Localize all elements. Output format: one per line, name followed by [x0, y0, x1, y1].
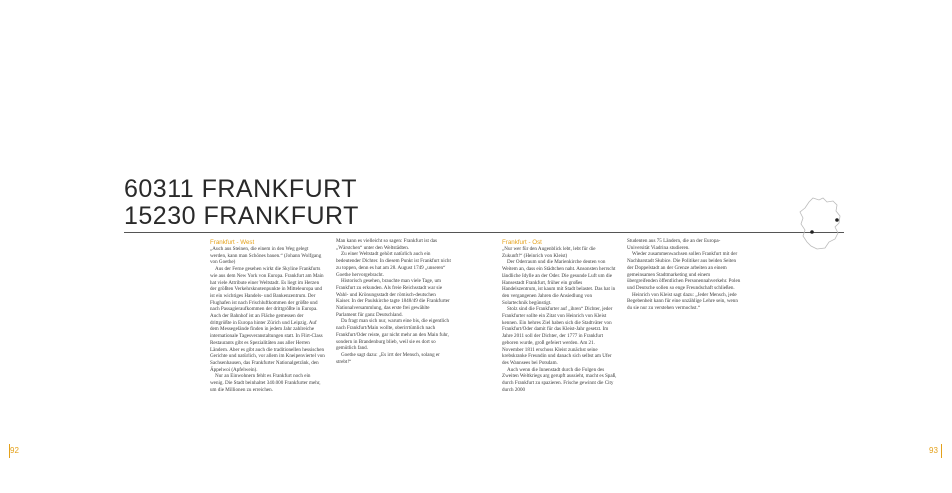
page-number-right: 93	[929, 446, 938, 455]
paragraph: Aus der Ferne gesehen wirkt die Skyline Frankfurts wie aus dem New York von Europa. Frankfurt am Main hat viele Attribute einer Weltstadt. Es liegt im Herzen der größten Verkehrsknotenpunkte in Mitteleuropa und ist ein wichtiges Handels- und Bankenzentrum. Der Flughafen ist nach Frischluftkommen der größte und nach Passagieraufkommen der drittgrößte in Europa. Auch der Bahnhof ist an Fläche gemessen der drittgrößte in Europa hinter Zürich und Leipzig. Auf dem Messegelände finden in jedem Jahr zahlreiche internationale Tagesveranstaltungen statt. In Flirt-Class Restaurants gibt es Spezialitäten aus aller Herren Ländern. Aber es gibt auch die traditionellen hessischen Gerichte und natürlich, vor allem im Kneipenviertel von Sachsenhausen, das Frankfurter Nationalgetränk, den Äppelwoi (Apfelwein).	[210, 266, 325, 373]
column-east-2	[627, 238, 742, 312]
paragraph: Historisch gesehen, brauchte man viele Tage, um Frankfurt zu erkunden. Als freie Reichsstadt war sie Wahl- und Krönungsstadt der römisch-deutschen Kaiser. In der Paulskirche tagte 1848/49 die Frankfurter Nationalversammlung, das erste frei gewählte Parlament für ganz Deutschland.	[336, 278, 450, 318]
section-heading-west: Frankfurt - West	[210, 239, 255, 246]
paragraph: Heinrich von Kleist sagt dazu: „Jeder Mensch, jede Begebenheit kann für eine unzählige Lehre sein, wenn du sie nur zu verstehen vermochst.“	[627, 291, 738, 312]
paragraph: Stolz sind die Frankfurter auf „ihren“ Dichter, jeder Frankfurter sollte ein Zitat von Heinrich von Kleist kennen. Ein hehres Ziel haben sich die Stadtväter von Frankfurt/Oder damit für das Kleist-Jahr gesetzt. Im Jahre 2011 soll der Dichter, der 1777 in Frankfurt geboren wurde, groß gefeiert werden. Am 21. November 1811 erschoss Kleist zunächst seine krebskranke Freundin und danach sich selbst am Ufer des Wannsees bei Potsdam.	[502, 306, 613, 366]
paragraph: Auch wenn die Innenstadt durch die Folgen des Zweiten Weltkriegs arg gerupft aussieht, macht es Spaß, durch Frankfurt zu spazieren. Frische gewinnt die City durch 2000	[502, 366, 617, 393]
paragraph: Studenten aus 75 Ländern, die an der Europa-Universität Viadrina studieren.	[627, 238, 721, 251]
germany-map-icon	[795, 196, 845, 251]
paragraph: Nur an Einwohnern fehlt es Frankfurt noch ein wenig. Die Stadt beinhaltet 340.000 Frankfurter mehr, um die Millionen zu erreichen.	[210, 373, 321, 393]
paragraph: Da fragt man sich nur, warum eine bis, die eigentlich nach Frankfurt/Main wollte, oberirrtümlich nach Frankfurt/Oder reiste, gar nicht mehr an den Main fuhr, sondern in Brandenburg blieb, weil sie es dort so gemütlich fand.	[336, 318, 450, 352]
paragraph: Goethe sagt dazu: „Es irrt der Mensch, solang er strebt!“	[336, 351, 440, 365]
paragraph: „Auch aus Steinen, die einem in den Weg gelegt werden, kann man Schönes bauen.“ (Johann Wolfgang von Goethe)	[210, 246, 322, 266]
column-east-1	[502, 239, 617, 393]
section-heading-east: Frankfurt - Ost	[502, 239, 542, 246]
frankfurt-main-dot	[810, 230, 814, 234]
column-west-1	[210, 239, 325, 393]
paragraph: Wieder zusammenwachsen sollen Frankfurt mit der Nachbarstadt Słubice. Die Politiker aus beiden Seiten der Doppelstadt an der Grenze arbeiten an einem gemeinsamen Stadtmarketing und einem übergreifenden öffentlichen Personennahverkehr. Polen und Deutsche sollen so enge Freundschaft schließen.	[627, 251, 741, 291]
frankfurt-oder-dot	[835, 218, 839, 222]
paragraph: Man kann es vielleicht so sagen: Frankfurt ist das „Wärstchen“ unter den Weltstädten.	[336, 238, 438, 251]
page-number-marker-right	[941, 444, 942, 458]
heading-divider	[124, 232, 844, 233]
headline-postcode-west: 60311 FRANKFURT	[124, 175, 358, 203]
page-number-left: 92	[10, 446, 19, 455]
paragraph: Zu einer Weltstadt gehört natürlich auch ein bedeutender Dichter. In diesem Punkt ist Frankfurt nicht zu toppen, denn es hat am 28. August 1749 „unseren“ Goethe hervorgebracht.	[336, 251, 451, 278]
headline-postcode-east: 15230 FRANKFURT	[124, 202, 359, 230]
paragraph: Der Oderraum und die Marienkirche deuten von Weitem an, dass ein Städtchen naht. Ansonsten herrscht ländliche Idylle an der Oder. Die gesunde Luft um die Hansestadt Frankfurt, früher ein großes Handelszentrum, ist kaum mit Stadt belastet. Das hat in den vergangenen Jahren die Ansiedlung von Solartechnik begünstigt.	[502, 259, 616, 306]
paragraph: „Nur wer für den Augenblick lebt, lebt für die Zukunft!“ (Heinrich von Kleist)	[502, 246, 596, 259]
column-west-2	[336, 238, 451, 365]
